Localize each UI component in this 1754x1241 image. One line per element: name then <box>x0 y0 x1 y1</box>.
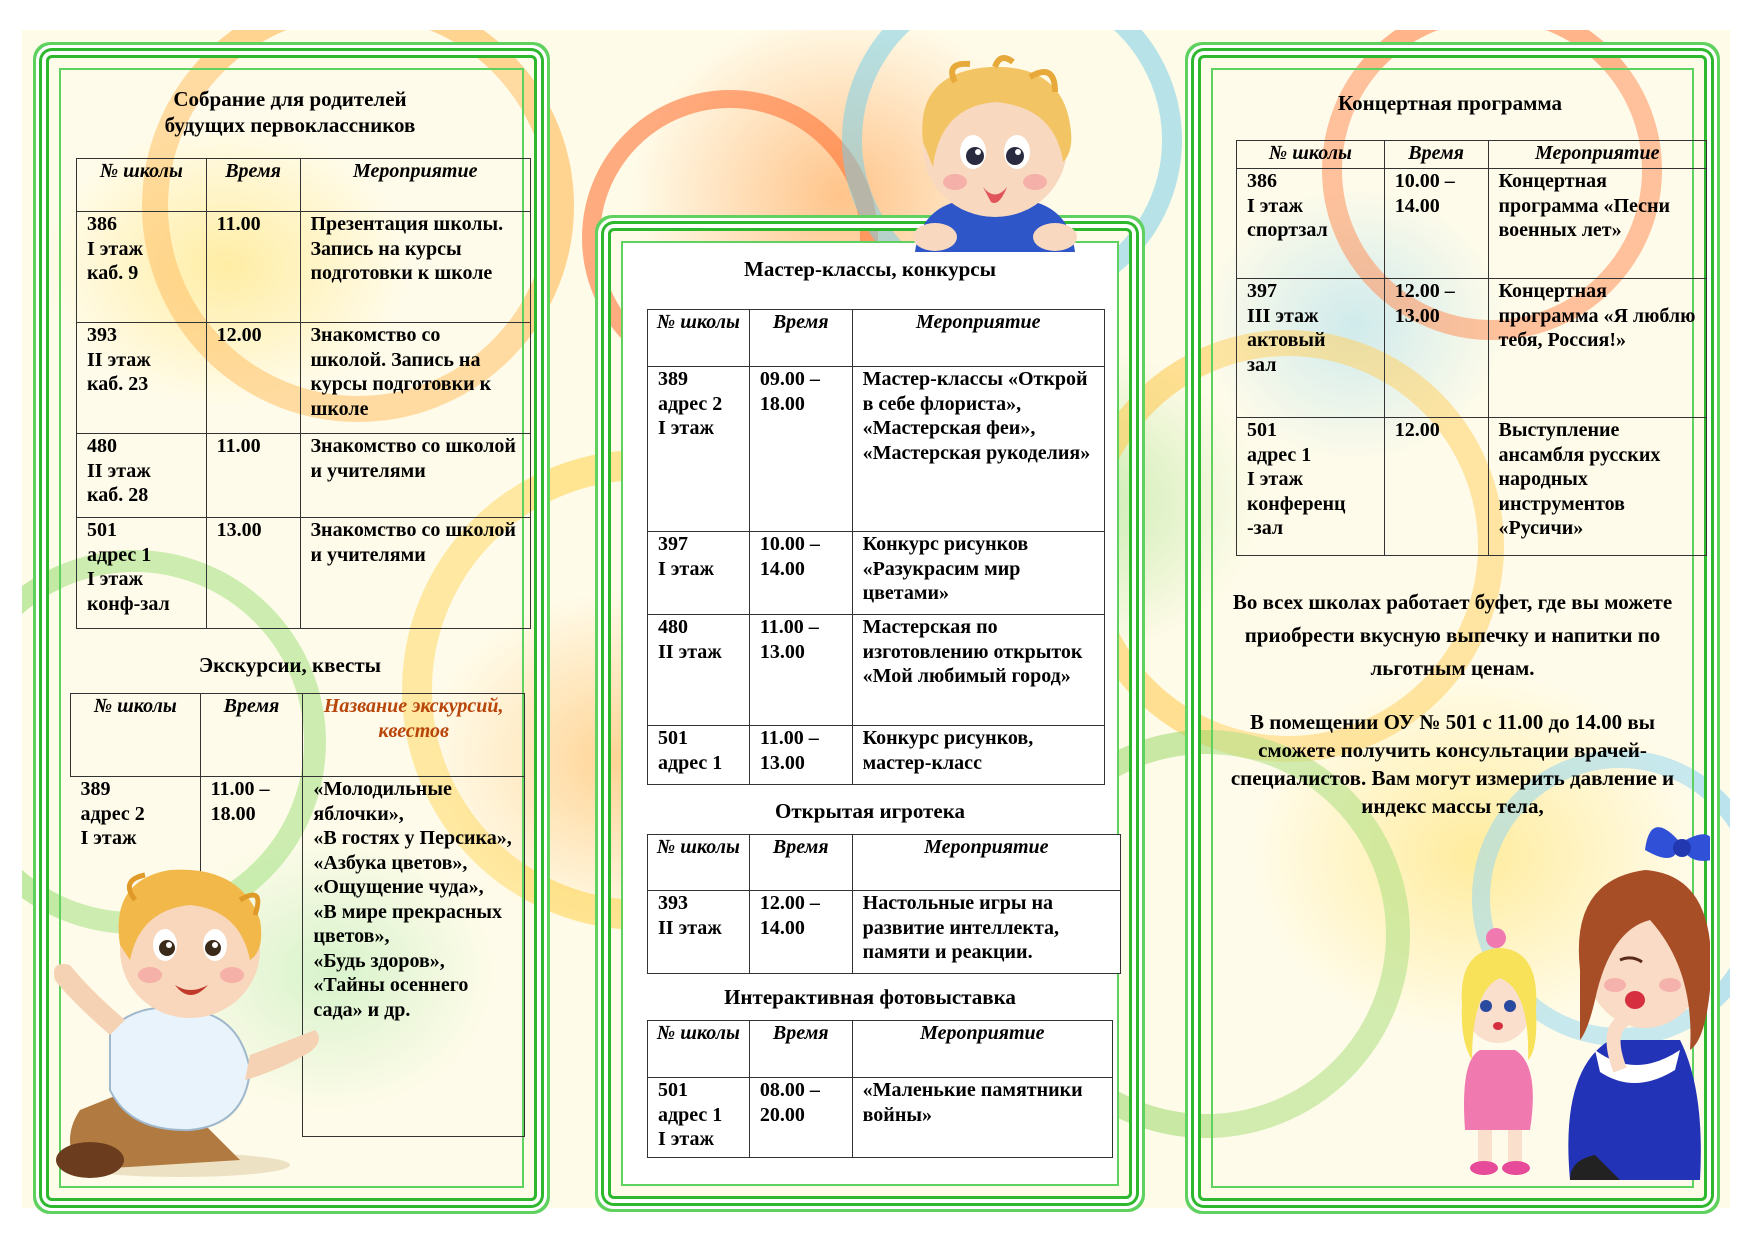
time-cell: 11.00 <box>206 434 300 518</box>
event-cell: Знакомство со школой и учителями <box>300 518 531 629</box>
school-cell: 386 I этаж спортзал <box>1237 169 1385 279</box>
meeting-title-line2: будущих первоклассников <box>164 113 416 137</box>
table-row <box>1237 169 1707 279</box>
table-row <box>77 323 531 434</box>
event-cell: Знакомство со школой. Запись на курсы подготовки к школе <box>300 323 531 434</box>
event-cell: Концертная программа «Песни военных лет» <box>1488 169 1707 279</box>
school-cell: 386 I этаж каб. 9 <box>77 212 207 323</box>
col-header-event: Мероприятие <box>300 159 531 212</box>
event-cell: Концертная программа «Я люблю тебя, Россия!» <box>1488 279 1707 418</box>
time-cell: 12.00 – 13.00 <box>1384 279 1488 418</box>
col-header-event: Мероприятие <box>852 310 1104 367</box>
col-header-time: Время <box>206 159 300 212</box>
col-header-time: Время <box>200 694 303 777</box>
meeting-table <box>76 158 531 629</box>
meeting-section-title <box>80 86 500 138</box>
school-cell: 397 III этаж актовый зал <box>1237 279 1385 418</box>
school-cell: 389 адрес 2 I этаж <box>71 777 201 1137</box>
col-header-time: Время <box>749 310 852 367</box>
col-header-school: № школы <box>71 694 201 777</box>
col-header-event: Мероприятие <box>852 835 1120 891</box>
school-cell: 501 адрес 1 I этаж конференц -зал <box>1237 418 1385 556</box>
table-row <box>648 726 1105 785</box>
event-cell: Конкурс рисунков «Разукрасим мир цветами» <box>852 532 1104 615</box>
event-cell: «Молодильные яблочки», «В гостях у Персика», «Азбука цветов», «Ощущение чуда», «В мире прекрасных цветов», «Будь здоров», «Тайны осеннего сада» и др. <box>303 777 525 1137</box>
col-header-school: № школы <box>648 835 750 891</box>
col-header-time: Время <box>749 835 852 891</box>
table-row <box>648 615 1105 726</box>
time-cell: 13.00 <box>206 518 300 629</box>
table-row <box>648 1078 1113 1158</box>
time-cell: 12.00 – 14.00 <box>749 891 852 974</box>
school-cell: 480 II этаж <box>648 615 750 726</box>
school-cell: 389 адрес 2 I этаж <box>648 367 750 532</box>
doctors-note: В помещении ОУ № 501 с 11.00 до 14.00 вы сможете получить консультации врачей-специалистов. Вам могут измерить давление и индекс массы тела, <box>1230 710 1675 818</box>
table-row <box>77 212 531 323</box>
school-cell: 480 II этаж каб. 28 <box>77 434 207 518</box>
col-header-school: № школы <box>1237 141 1385 169</box>
playroom-section-title: Открытая игротека <box>775 799 965 823</box>
boy-kneeling-illustration <box>40 840 330 1180</box>
school-cell: 393 II этаж <box>648 891 750 974</box>
event-cell: Знакомство со школой и учителями <box>300 434 531 518</box>
time-cell: 11.00 <box>206 212 300 323</box>
table-row <box>1237 418 1707 556</box>
table-row <box>77 434 531 518</box>
time-cell: 11.00 – 18.00 <box>200 777 303 1137</box>
col-header-school: № школы <box>648 310 750 367</box>
col-header-time: Время <box>749 1021 852 1078</box>
concert-table <box>1236 140 1707 556</box>
time-cell: 09.00 – 18.00 <box>749 367 852 532</box>
time-cell: 10.00 – 14.00 <box>749 532 852 615</box>
event-cell: Презентация школы. Запись на курсы подготовки к школе <box>300 212 531 323</box>
col-header-event: Мероприятие <box>1488 141 1707 169</box>
table-row <box>648 367 1105 532</box>
meeting-title-line1: Собрание для родителей <box>173 87 407 111</box>
concert-section-title: Концертная программа <box>1337 91 1563 115</box>
excursions-section-title: Экскурсии, квесты <box>198 653 382 677</box>
masterclasses-section-title: Мастер-классы, конкурсы <box>744 257 996 281</box>
school-cell: 501 адрес 1 I этаж конф-зал <box>77 518 207 629</box>
playroom-table <box>647 834 1121 974</box>
buffet-note: Во всех школах работает буфет, где вы можете приобрести вкусную выпечку и напитки по льготным ценам. <box>1232 590 1673 680</box>
time-cell: 10.00 – 14.00 <box>1384 169 1488 279</box>
col-header-excursion-name: Название экскурсий, квестов <box>303 694 525 777</box>
boy-peeking-illustration <box>895 52 1095 252</box>
event-cell: Выступление ансамбля русских народных инструментов «Русичи» <box>1488 418 1707 556</box>
school-cell: 501 адрес 1 I этаж <box>648 1078 750 1158</box>
photo-section-title: Интерактивная фотовыставка <box>724 985 1016 1009</box>
school-cell: 397 I этаж <box>648 532 750 615</box>
school-cell: 501 адрес 1 <box>648 726 750 785</box>
event-cell: Мастерская по изготовлению открыток «Мой любимый город» <box>852 615 1104 726</box>
table-row <box>648 532 1105 615</box>
event-cell: Конкурс рисунков, мастер-класс <box>852 726 1104 785</box>
masterclasses-table <box>647 309 1105 785</box>
event-cell: Мастер-классы «Открой в себе флориста», «Мастерская феи», «Мастерская рукоделия» <box>852 367 1104 532</box>
table-row <box>77 518 531 629</box>
col-header-time: Время <box>1384 141 1488 169</box>
school-cell: 393 II этаж каб. 23 <box>77 323 207 434</box>
photo-table <box>647 1020 1113 1158</box>
col-header-event: Мероприятие <box>852 1021 1112 1078</box>
time-cell: 08.00 – 20.00 <box>749 1078 852 1158</box>
time-cell: 12.00 <box>206 323 300 434</box>
event-cell: Настольные игры на развитие интеллекта, памяти и реакции. <box>852 891 1120 974</box>
table-row <box>1237 279 1707 418</box>
time-cell: 12.00 <box>1384 418 1488 556</box>
time-cell: 11.00 – 13.00 <box>749 726 852 785</box>
col-header-school: № школы <box>77 159 207 212</box>
girl-with-doll-illustration <box>1420 810 1710 1190</box>
col-header-school: № школы <box>648 1021 750 1078</box>
event-cell: «Маленькие памятники войны» <box>852 1078 1112 1158</box>
table-row <box>648 891 1121 974</box>
time-cell: 11.00 – 13.00 <box>749 615 852 726</box>
